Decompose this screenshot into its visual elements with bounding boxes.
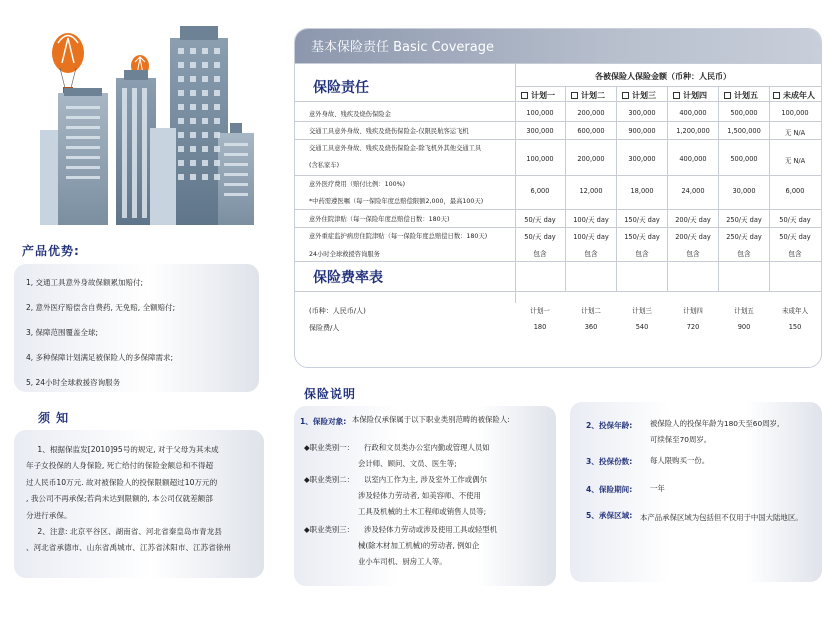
item-label: 2、投保年龄: — [586, 421, 633, 430]
notice-line: 过人民币10万元. 故对被保险人的投保限额超过10万元的 — [26, 477, 218, 487]
item-label: 5、承保区域: — [586, 511, 633, 520]
plan-header[interactable]: 未成年人 — [773, 90, 815, 101]
advantages-title: 产品优势: — [22, 244, 80, 258]
value-cell: 250/天 day — [726, 233, 762, 241]
cat-line: 以室内工作为主, 涉及室外工作或偶尔 — [364, 475, 487, 484]
advantage-item: 3, 保障范围覆盖全球; — [26, 328, 99, 337]
value-cell: 400,000 — [679, 155, 707, 163]
balloon-icon — [52, 33, 84, 93]
explain-box-left — [294, 406, 556, 586]
value-cell: 500,000 — [730, 109, 758, 117]
row-label: 意外身故、残疾及烧伤保险金 — [309, 111, 391, 118]
value-cell: 400,000 — [679, 109, 707, 117]
value-cell: 150/天 day — [624, 233, 660, 241]
item-line: 本产品承保区域为包括但不仅用于中国大陆地区。 — [640, 513, 803, 522]
obj-label: 1、保险对象: — [300, 417, 347, 426]
obj-text: 本保险仅承保属于以下职业类别范畴的被保险人: — [352, 415, 510, 424]
value-cell: 24,000 — [681, 187, 705, 195]
value-cell: 1,500,000 — [727, 127, 761, 135]
explain-title: 保险说明 — [304, 387, 357, 401]
value-cell: 100,000 — [526, 109, 554, 117]
rate-value: 150 — [788, 323, 802, 331]
plan-header[interactable]: 计划一 — [521, 90, 555, 101]
advantage-item: 1, 交通工具意外身故保额累加赔付; — [26, 278, 144, 287]
item-line: 一年 — [650, 484, 665, 493]
notice-line: 年子女投保的人身保险, 死亡给付的保险金额总和不得超 — [26, 461, 214, 471]
panel-header: 基本保险责任 Basic Coverage — [295, 29, 821, 63]
value-cell: 1,200,000 — [676, 127, 710, 135]
rate-currency: (币种：人民币/人) — [309, 307, 366, 315]
value-cell: 6,000 — [530, 187, 550, 195]
notice-line: , 我公司不再承保;若尚未达到限额的, 本公司仅就差额部 — [26, 494, 213, 504]
cat-head: ◆职业类别一： — [304, 443, 355, 452]
value-cell: 200,000 — [577, 109, 605, 117]
value-cell: 50/天 day — [779, 216, 811, 224]
value-cell: 100,000 — [781, 109, 809, 117]
value-cell: 100/天 day — [573, 233, 609, 241]
value-cell: 900,000 — [628, 127, 656, 135]
notice-line: 2、注意: 北京平谷区、湖南省、河北省秦皇岛市青龙县 — [37, 527, 222, 537]
rate-plan: 计划二 — [581, 307, 601, 315]
value-cell: 6,000 — [785, 187, 805, 195]
advantages-box — [14, 264, 259, 392]
value-cell: 150/天 day — [624, 216, 660, 224]
plan-header[interactable]: 计划三 — [622, 90, 656, 101]
notice-line: 、河北省承德市、山东省禹城市、江苏省沭阳市、江苏省徐州 — [26, 543, 232, 553]
cat-line: 械(除木材加工机械)的劳动者, 例如企 — [358, 541, 480, 550]
value-cell: 30,000 — [732, 187, 756, 195]
advantage-item: 2, 意外医疗赔偿含自费药, 无免赔, 全额赔付; — [26, 303, 176, 312]
rate-plan: 计划一 — [530, 307, 550, 315]
rate-plan: 计划三 — [632, 307, 652, 315]
rate-plan: 未成年人 — [781, 307, 809, 315]
cat-line: 涉及轻体力劳动或涉及使用工具或轻型机 — [364, 525, 498, 534]
value-cell: 12,000 — [579, 187, 603, 195]
value-cell: 200,000 — [577, 155, 605, 163]
city-illustration — [40, 18, 270, 228]
cat-line: 工具及机械的土木工程师或销售人员等; — [358, 507, 487, 516]
cat-line: 会计师、顾问、文员、医生等; — [358, 459, 457, 468]
rate-plan: 计划四 — [683, 307, 703, 315]
value-cell: 包含 — [788, 250, 802, 258]
plan-header[interactable]: 计划五 — [724, 90, 758, 101]
plan-header[interactable]: 计划四 — [673, 90, 707, 101]
value-cell: 包含 — [635, 250, 649, 258]
value-cell: 包含 — [737, 250, 751, 258]
explain-box-right — [570, 402, 822, 582]
row-label: 交通工具意外身故、残疾及烧伤保险金-除飞机外其他交通工具 — [309, 145, 482, 152]
value-cell: 50/天 day — [524, 233, 556, 241]
value-cell: 100/天 day — [573, 216, 609, 224]
value-cell: 200/天 day — [675, 233, 711, 241]
value-cell: 18,000 — [630, 187, 654, 195]
rate-value: 540 — [635, 323, 649, 331]
row-label: *中药需遵医嘱（每一保险年度总赔偿限额2,000，最高100天) — [309, 198, 484, 205]
advantage-item: 5, 24小时全球救援咨询服务 — [26, 378, 121, 387]
advantage-item: 4, 多种保障计划满足被保险人的多保障需求; — [26, 353, 174, 362]
rate-value: 360 — [584, 323, 598, 331]
value-cell: 600,000 — [577, 127, 605, 135]
value-cell: 50/天 day — [779, 233, 811, 241]
value-cell: 包含 — [686, 250, 700, 258]
value-cell: 包含 — [584, 250, 598, 258]
notice-box — [14, 430, 264, 578]
item-line: 被保险人的投保年龄为180天至60周岁, — [650, 419, 780, 428]
item-line: 每人限购买一份。 — [650, 456, 710, 465]
notice-line: 1、根据保监发[2010]95号的规定, 对于父母为其未成 — [37, 445, 219, 454]
value-cell: 无 N/A — [784, 129, 806, 137]
value-cell: 200/天 day — [675, 216, 711, 224]
value-cell: 300,000 — [526, 127, 554, 135]
row-label: 意外重症监护病房住院津贴（每一保险年度总赔偿日数：180天) — [309, 233, 488, 240]
value-cell: 100,000 — [526, 155, 554, 163]
item-line: 可续保至70周岁。 — [650, 435, 712, 444]
value-cell: 500,000 — [730, 155, 758, 163]
cat-line: 业小车司机、厨房工人等。 — [358, 557, 447, 566]
notice-title: 须 知 — [38, 411, 70, 425]
value-cell: 无 N/A — [784, 157, 806, 165]
rate-title: 保险费率表 — [313, 270, 383, 286]
duty-title: 保险责任 — [313, 80, 369, 96]
row-label: 24小时全球救援咨询服务 — [309, 251, 380, 258]
cat-head: ◆职业类别二： — [304, 475, 355, 484]
value-cell: 250/天 day — [726, 216, 762, 224]
rate-label: 保险费/人 — [309, 324, 340, 332]
item-label: 4、保险期间: — [586, 485, 633, 494]
notice-line: 分进行承保。 — [26, 510, 72, 520]
rate-value: 900 — [737, 323, 751, 331]
row-label: 意外住院津贴（每一保险年度总赔偿日数：180天) — [309, 216, 450, 223]
value-cell: 50/天 day — [524, 216, 556, 224]
amount-title: 各被保险人保险金额（币种：人民币） — [595, 72, 731, 81]
cat-line: 涉及轻体力劳动者, 如美容师、不使用 — [358, 491, 481, 500]
coverage-panel — [294, 28, 822, 368]
plan-header[interactable]: 计划二 — [571, 90, 605, 101]
value-cell: 300,000 — [628, 109, 656, 117]
value-cell: 包含 — [533, 250, 547, 258]
rate-value: 180 — [533, 323, 547, 331]
rate-plan: 计划五 — [734, 307, 754, 315]
row-label: (含私家车) — [309, 162, 340, 169]
item-label: 3、投保份数: — [586, 457, 633, 466]
value-cell: 300,000 — [628, 155, 656, 163]
cat-line: 行政和文员类办公室内勤或管理人员如 — [364, 443, 490, 452]
row-label: 意外医疗费用（赔付比例：100%) — [309, 181, 406, 188]
rate-value: 720 — [686, 323, 700, 331]
row-label: 交通工具意外身故、残疾及烧伤保险金-仅限民航客运飞机 — [309, 128, 469, 135]
cat-head: ◆职业类别三： — [304, 525, 355, 534]
